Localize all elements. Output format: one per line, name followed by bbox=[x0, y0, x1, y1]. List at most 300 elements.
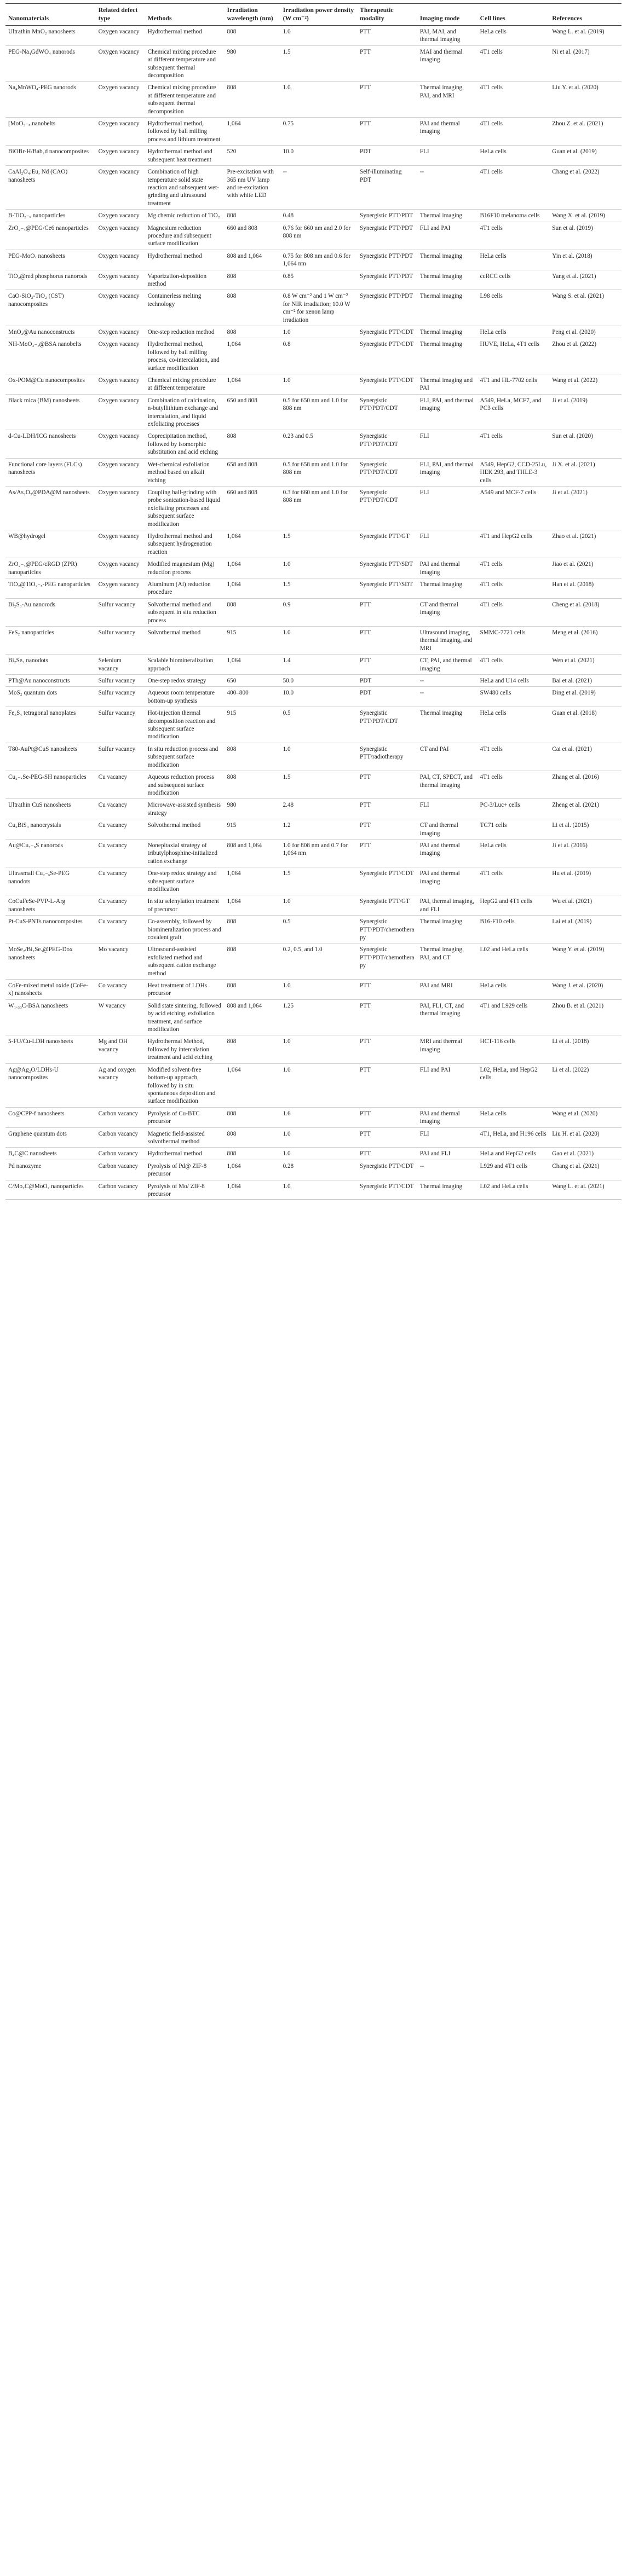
cell-power-density: 0.75 for 808 nm and 0.6 for 1,064 nm bbox=[280, 250, 357, 270]
cell-power-density: 0.5 for 658 nm and 1.0 for 808 nm bbox=[280, 458, 357, 486]
cell-reference: Han et al. (2018) bbox=[549, 578, 622, 598]
cell-modality: Synergistic PTT/CDT bbox=[357, 867, 417, 895]
cell-imaging-mode: FLI, PAI, and thermal imaging bbox=[417, 458, 478, 486]
cell-method: Magnesium reduction procedure and subsequent surface modification bbox=[145, 222, 225, 250]
cell-imaging-mode: Thermal imaging bbox=[417, 707, 478, 743]
cell-modality: PTT bbox=[357, 1107, 417, 1127]
cell-modality: Synergistic PTT/PDT/CDT bbox=[357, 707, 417, 743]
cell-reference: Zhang et al. (2016) bbox=[549, 771, 622, 799]
cell-reference: Ji et al. (2019) bbox=[549, 394, 622, 430]
header-row bbox=[5, 4, 622, 26]
cell-nanomaterial: WB@hydrogel bbox=[5, 530, 96, 558]
cell-method: Aqueous reduction process and subsequent surface modification bbox=[145, 771, 225, 799]
cell-imaging-mode: PAI and FLI bbox=[417, 1148, 478, 1160]
cell-imaging-mode: Thermal imaging bbox=[417, 270, 478, 290]
cell-method: Mg chemic reduction of TiO₂ bbox=[145, 210, 225, 222]
cell-reference: Guan et al. (2019) bbox=[549, 146, 622, 166]
cell-reference: Wang L. et al. (2019) bbox=[549, 26, 622, 46]
cell-cell-lines: 4T1 cells bbox=[478, 45, 550, 82]
cell-wavelength: 1,064 bbox=[225, 530, 280, 558]
cell-defect-type: Oxygen vacancy bbox=[96, 45, 145, 82]
cell-nanomaterial: Functional core layers (FLCs) nanosheets bbox=[5, 458, 96, 486]
header-imaging-mode: Imaging mode bbox=[417, 4, 478, 26]
cell-cell-lines: 4T1 cells bbox=[478, 598, 550, 626]
cell-defect-type: Sulfur vacancy bbox=[96, 627, 145, 655]
cell-modality: PTT bbox=[357, 45, 417, 82]
cell-power-density: 0.5 for 650 nm and 1.0 for 808 nm bbox=[280, 394, 357, 430]
cell-reference: Cheng et al. (2018) bbox=[549, 598, 622, 626]
cell-reference: Wu et al. (2021) bbox=[549, 895, 622, 916]
cell-wavelength: 1,064 bbox=[225, 655, 280, 675]
cell-modality: Synergistic PTT/PDT/CDT bbox=[357, 430, 417, 458]
cell-cell-lines: 4T1 cells bbox=[478, 118, 550, 146]
cell-wavelength: 808 bbox=[225, 1148, 280, 1160]
cell-wavelength: 808 bbox=[225, 771, 280, 799]
cell-modality: Synergistic PTT/PDT/chemotherapy bbox=[357, 943, 417, 980]
cell-nanomaterial: MnO₂@Au nanoconstructs bbox=[5, 326, 96, 338]
table-row bbox=[5, 82, 622, 118]
cell-cell-lines: SMMC-7721 cells bbox=[478, 627, 550, 655]
cell-nanomaterial: B₄C@C nanosheets bbox=[5, 1148, 96, 1160]
cell-power-density: 0.75 bbox=[280, 118, 357, 146]
cell-power-density: 50.0 bbox=[280, 675, 357, 687]
cell-method: Modified solvent-free bottom-up approach, followed by in situ spontaneous deposition and surface modification bbox=[145, 1063, 225, 1107]
cell-wavelength: 808 bbox=[225, 1107, 280, 1127]
cell-wavelength: 808 bbox=[225, 980, 280, 1000]
cell-cell-lines: HeLa cells bbox=[478, 980, 550, 1000]
cell-nanomaterial: d-Cu-LDH/ICG nanosheets bbox=[5, 430, 96, 458]
cell-wavelength: 1,064 bbox=[225, 1160, 280, 1180]
cell-modality: PTT bbox=[357, 1127, 417, 1148]
cell-imaging-mode: Thermal imaging bbox=[417, 326, 478, 338]
cell-power-density: 0.8 bbox=[280, 338, 357, 374]
cell-wavelength: 650 bbox=[225, 675, 280, 687]
table-row bbox=[5, 270, 622, 290]
table-row bbox=[5, 675, 622, 687]
cell-method: In situ selenylation treatment of precursor bbox=[145, 895, 225, 916]
cell-cell-lines: PC-3/Luc+ cells bbox=[478, 799, 550, 819]
cell-cell-lines: HeLa and U14 cells bbox=[478, 675, 550, 687]
cell-modality: Synergistic PTT/PDT bbox=[357, 210, 417, 222]
cell-wavelength: 808 bbox=[225, 26, 280, 46]
cell-method: Hydrothermal method, followed by ball milling process and lithium treatment bbox=[145, 118, 225, 146]
table-row bbox=[5, 819, 622, 840]
cell-cell-lines: HeLa and HepG2 cells bbox=[478, 1148, 550, 1160]
cell-nanomaterial: Ag@Ag₂O/LDHs-U nanocomposites bbox=[5, 1063, 96, 1107]
table-row bbox=[5, 799, 622, 819]
cell-method: Heat treatment of LDHs precursor bbox=[145, 980, 225, 1000]
cell-wavelength: 1,064 bbox=[225, 118, 280, 146]
cell-power-density: 1.5 bbox=[280, 578, 357, 598]
cell-reference: Ji X. et al. (2021) bbox=[549, 458, 622, 486]
table-row bbox=[5, 943, 622, 980]
cell-reference: Wang Y. et al. (2019) bbox=[549, 943, 622, 980]
cell-wavelength: 1,064 bbox=[225, 338, 280, 374]
cell-defect-type: Oxygen vacancy bbox=[96, 210, 145, 222]
cell-imaging-mode: FLI bbox=[417, 530, 478, 558]
cell-reference: Zhou et al. (2022) bbox=[549, 338, 622, 374]
table-row bbox=[5, 530, 622, 558]
cell-cell-lines: 4T1 and HL-7702 cells bbox=[478, 374, 550, 395]
cell-wavelength: 808 bbox=[225, 290, 280, 326]
cell-method: Aluminum (Al) reduction procedure bbox=[145, 578, 225, 598]
cell-cell-lines: 4T1 cells bbox=[478, 166, 550, 210]
cell-nanomaterial: TiO₂@TiO₂₋ₓ-PEG nanoparticles bbox=[5, 578, 96, 598]
cell-reference: Ji et al. (2016) bbox=[549, 839, 622, 867]
table-row bbox=[5, 598, 622, 626]
cell-modality: PTT bbox=[357, 980, 417, 1000]
cell-defect-type: Oxygen vacancy bbox=[96, 486, 145, 530]
cell-method: Solid state sintering, followed by acid etching, exfoliation treatment, and surface modification bbox=[145, 999, 225, 1035]
cell-cell-lines: 4T1 cells bbox=[478, 558, 550, 578]
cell-modality: Self-illuminating PDT bbox=[357, 166, 417, 210]
cell-cell-lines: L02 and HeLa cells bbox=[478, 943, 550, 980]
table-row bbox=[5, 326, 622, 338]
cell-modality: PTT bbox=[357, 82, 417, 118]
cell-defect-type: Sulfur vacancy bbox=[96, 675, 145, 687]
cell-nanomaterial: PEG-MoOₓ nanosheets bbox=[5, 250, 96, 270]
cell-imaging-mode: FLI bbox=[417, 1127, 478, 1148]
cell-method: Microwave-assisted synthesis strategy bbox=[145, 799, 225, 819]
cell-wavelength: 808 bbox=[225, 1127, 280, 1148]
cell-wavelength: 808 and 1,064 bbox=[225, 839, 280, 867]
cell-cell-lines: HeLa cells bbox=[478, 1107, 550, 1127]
cell-modality: PDT bbox=[357, 675, 417, 687]
cell-modality: Synergistic PTT/PDT bbox=[357, 290, 417, 326]
cell-reference: Hu et al. (2019) bbox=[549, 867, 622, 895]
cell-reference: Wang L. et al. (2021) bbox=[549, 1180, 622, 1200]
cell-wavelength: 808 bbox=[225, 743, 280, 771]
cell-imaging-mode: FLI bbox=[417, 430, 478, 458]
cell-power-density: 10.0 bbox=[280, 146, 357, 166]
cell-nanomaterial: MoSe₂/Bi₂Se₃@PEG-Dox nanosheets bbox=[5, 943, 96, 980]
cell-wavelength: 1,064 bbox=[225, 558, 280, 578]
cell-power-density: 10.0 bbox=[280, 687, 357, 707]
cell-wavelength: 808 bbox=[225, 270, 280, 290]
table-row bbox=[5, 1035, 622, 1063]
cell-wavelength: 808 bbox=[225, 326, 280, 338]
cell-power-density: 1.0 for 808 nm and 0.7 for 1,064 nm bbox=[280, 839, 357, 867]
cell-defect-type: Sulfur vacancy bbox=[96, 598, 145, 626]
cell-modality: PTT bbox=[357, 118, 417, 146]
cell-imaging-mode: MAI and thermal imaging bbox=[417, 45, 478, 82]
cell-nanomaterial: PTh@Au nanoconstructs bbox=[5, 675, 96, 687]
cell-nanomaterial: C/Mo₂C@MoO₂ nanoparticles bbox=[5, 1180, 96, 1200]
cell-modality: PDT bbox=[357, 146, 417, 166]
cell-imaging-mode: PAI, MAI, and thermal imaging bbox=[417, 26, 478, 46]
cell-nanomaterial: CaAl₂O₄:Eu, Nd (CAO) nanosheets bbox=[5, 166, 96, 210]
cell-power-density: 1.0 bbox=[280, 895, 357, 916]
cell-wavelength: 808 and 1,064 bbox=[225, 250, 280, 270]
cell-method: Scalable biomineralization approach bbox=[145, 655, 225, 675]
table-row bbox=[5, 980, 622, 1000]
cell-method: Vaporization-deposition method bbox=[145, 270, 225, 290]
cell-imaging-mode: Thermal imaging bbox=[417, 290, 478, 326]
cell-method: Hot-injection thermal decomposition reaction and subsequent surface modification bbox=[145, 707, 225, 743]
cell-cell-lines: L98 cells bbox=[478, 290, 550, 326]
cell-imaging-mode: FLI and PAI bbox=[417, 1063, 478, 1107]
table-row bbox=[5, 430, 622, 458]
cell-imaging-mode: PAI and thermal imaging bbox=[417, 118, 478, 146]
cell-reference: Wang et al. (2020) bbox=[549, 1107, 622, 1127]
cell-power-density: 1.0 bbox=[280, 627, 357, 655]
cell-nanomaterial: Co@CPP-f nanosheets bbox=[5, 1107, 96, 1127]
cell-cell-lines: 4T1 cells bbox=[478, 578, 550, 598]
cell-reference: Bai et al. (2021) bbox=[549, 675, 622, 687]
cell-reference: Sun et al. (2020) bbox=[549, 430, 622, 458]
table-row bbox=[5, 1127, 622, 1148]
cell-defect-type: Sulfur vacancy bbox=[96, 743, 145, 771]
table-row bbox=[5, 771, 622, 799]
cell-power-density: 1.0 bbox=[280, 1148, 357, 1160]
cell-imaging-mode: PAI and thermal imaging bbox=[417, 867, 478, 895]
cell-imaging-mode: PAI and MRI bbox=[417, 980, 478, 1000]
cell-nanomaterial: FeS₂ nanoparticles bbox=[5, 627, 96, 655]
cell-power-density: 1.0 bbox=[280, 326, 357, 338]
cell-method: Nonepitaxial strategy of tributylphosphine-initialized cation exchange bbox=[145, 839, 225, 867]
cell-cell-lines: HeLa cells bbox=[478, 146, 550, 166]
cell-defect-type: Oxygen vacancy bbox=[96, 558, 145, 578]
header-methods: Methods bbox=[145, 4, 225, 26]
cell-power-density: 1.0 bbox=[280, 26, 357, 46]
cell-defect-type: W vacancy bbox=[96, 999, 145, 1035]
cell-wavelength: 808 bbox=[225, 916, 280, 943]
cell-cell-lines: 4T1 cells bbox=[478, 430, 550, 458]
cell-cell-lines: HeLa cells bbox=[478, 250, 550, 270]
cell-power-density: 1.0 bbox=[280, 1127, 357, 1148]
cell-defect-type: Cu vacancy bbox=[96, 916, 145, 943]
cell-power-density: 0.5 bbox=[280, 916, 357, 943]
cell-wavelength: 1,064 bbox=[225, 1063, 280, 1107]
table-row bbox=[5, 1180, 622, 1200]
cell-modality: PTT bbox=[357, 999, 417, 1035]
table-row bbox=[5, 1063, 622, 1107]
table-row bbox=[5, 916, 622, 943]
cell-nanomaterial: BiOBr-H/Bab₂d nanocomposites bbox=[5, 146, 96, 166]
cell-nanomaterial: Pd nanozyme bbox=[5, 1160, 96, 1180]
cell-cell-lines: 4T1 cells bbox=[478, 743, 550, 771]
cell-method: Hydrothermal method bbox=[145, 26, 225, 46]
table-row bbox=[5, 458, 622, 486]
cell-cell-lines: A549, HeLa, MCF7, and PC3 cells bbox=[478, 394, 550, 430]
cell-cell-lines: 4T1 cells bbox=[478, 771, 550, 799]
cell-cell-lines: 4T1 cells bbox=[478, 655, 550, 675]
cell-cell-lines: SW480 cells bbox=[478, 687, 550, 707]
cell-modality: Synergistic PTT/PDT/CDT bbox=[357, 394, 417, 430]
cell-cell-lines: 4T1 cells bbox=[478, 867, 550, 895]
cell-nanomaterial: [MoO₃₋ₓ nanobelts bbox=[5, 118, 96, 146]
cell-modality: Synergistic PTT/CDT bbox=[357, 1160, 417, 1180]
cell-modality: Synergistic PTT/GT bbox=[357, 895, 417, 916]
cell-method: Coprecipitation method, followed by isomorphic substitution and acid etching bbox=[145, 430, 225, 458]
cell-nanomaterial: CaO-SiO₂-TiO₂ (CST) nanocomposites bbox=[5, 290, 96, 326]
cell-method: Hydrothermal method bbox=[145, 1148, 225, 1160]
table-row bbox=[5, 486, 622, 530]
cell-imaging-mode: Thermal imaging bbox=[417, 1180, 478, 1200]
table-row bbox=[5, 338, 622, 374]
cell-defect-type: Mo vacancy bbox=[96, 943, 145, 980]
table-row bbox=[5, 839, 622, 867]
cell-wavelength: Pre-excitation with 365 nm UV lamp and re-excitation with white LED bbox=[225, 166, 280, 210]
cell-imaging-mode: PAI and thermal imaging bbox=[417, 1107, 478, 1127]
cell-power-density: -- bbox=[280, 166, 357, 210]
cell-modality: PTT bbox=[357, 1063, 417, 1107]
cell-power-density: 0.8 W cm⁻² and 1 W cm⁻² for NIR irradiation; 10.0 W cm⁻² for xenon lamp irradiation bbox=[280, 290, 357, 326]
cell-defect-type: Co vacancy bbox=[96, 980, 145, 1000]
cell-cell-lines: HeLa cells bbox=[478, 839, 550, 867]
table-row bbox=[5, 578, 622, 598]
cell-reference: Wang X. et al. (2019) bbox=[549, 210, 622, 222]
cell-imaging-mode: Thermal imaging, PAI, and MRI bbox=[417, 82, 478, 118]
cell-defect-type: Oxygen vacancy bbox=[96, 146, 145, 166]
cell-defect-type: Oxygen vacancy bbox=[96, 430, 145, 458]
cell-nanomaterial: B-TiO₂₋ₓ nanoparticles bbox=[5, 210, 96, 222]
cell-imaging-mode: Thermal imaging, PAI, and CT bbox=[417, 943, 478, 980]
cell-nanomaterial: Ultrathin MnO₂ nanosheets bbox=[5, 26, 96, 46]
cell-reference: Liu Y. et al. (2020) bbox=[549, 82, 622, 118]
cell-defect-type: Oxygen vacancy bbox=[96, 118, 145, 146]
table-row bbox=[5, 210, 622, 222]
cell-wavelength: 660 and 808 bbox=[225, 222, 280, 250]
header-power-density: Irradiation power density (W cm⁻²) bbox=[280, 4, 357, 26]
cell-modality: PTT bbox=[357, 819, 417, 840]
cell-nanomaterial: TiO₂@red phosphorus nanorods bbox=[5, 270, 96, 290]
cell-method: Ultrasound-assisted exfoliated method and subsequent cation exchange method bbox=[145, 943, 225, 980]
cell-nanomaterial: Bi₂S₃-Au nanorods bbox=[5, 598, 96, 626]
cell-imaging-mode: Thermal imaging bbox=[417, 338, 478, 374]
cell-imaging-mode: FLI and PAI bbox=[417, 222, 478, 250]
cell-method: Solvothermal method bbox=[145, 627, 225, 655]
cell-power-density: 1.5 bbox=[280, 45, 357, 82]
cell-modality: Synergistic PTT/SDT bbox=[357, 578, 417, 598]
cell-modality: Synergistic PTT/CDT bbox=[357, 374, 417, 395]
cell-nanomaterial: Ox-POM@Cu nanocomposites bbox=[5, 374, 96, 395]
cell-method: Combination of calcination, n-butyllithium exchange and intercalation, and liquid exfoliating processes bbox=[145, 394, 225, 430]
cell-wavelength: 1,064 bbox=[225, 1180, 280, 1200]
cell-modality: PTT bbox=[357, 1035, 417, 1063]
table-row bbox=[5, 999, 622, 1035]
cell-modality: PTT bbox=[357, 26, 417, 46]
cell-cell-lines: HUVE, HeLa, 4T1 cells bbox=[478, 338, 550, 374]
cell-power-density: 1.5 bbox=[280, 771, 357, 799]
cell-defect-type: Cu vacancy bbox=[96, 867, 145, 895]
cell-imaging-mode: PAI and thermal imaging bbox=[417, 558, 478, 578]
cell-reference: Ji et al. (2021) bbox=[549, 486, 622, 530]
cell-imaging-mode: Thermal imaging bbox=[417, 578, 478, 598]
cell-defect-type: Oxygen vacancy bbox=[96, 82, 145, 118]
table-row bbox=[5, 250, 622, 270]
cell-cell-lines: B16-F10 cells bbox=[478, 916, 550, 943]
cell-method: Hydrothermal Method, followed by intercalation treatment and acid etching bbox=[145, 1035, 225, 1063]
cell-cell-lines: 4T1 and HepG2 cells bbox=[478, 530, 550, 558]
cell-imaging-mode: PAI, thermal imaging, and FLI bbox=[417, 895, 478, 916]
cell-reference: Wang S. et al. (2021) bbox=[549, 290, 622, 326]
cell-cell-lines: ccRCC cells bbox=[478, 270, 550, 290]
cell-method: Containerless melting technology bbox=[145, 290, 225, 326]
cell-power-density: 1.0 bbox=[280, 1063, 357, 1107]
cell-wavelength: 980 bbox=[225, 45, 280, 82]
cell-nanomaterial: Cu₂BiS₃ nanocrystals bbox=[5, 819, 96, 840]
cell-nanomaterial: ZrO₂₋ₓ@PEG/cRGD (ZPR) nanoparticles bbox=[5, 558, 96, 578]
cell-method: Chemical mixing procedure at different temperature bbox=[145, 374, 225, 395]
cell-defect-type: Ag and oxygen vacancy bbox=[96, 1063, 145, 1107]
cell-cell-lines: HCT-116 cells bbox=[478, 1035, 550, 1063]
vacancy-nanomaterials-table bbox=[5, 3, 622, 1200]
cell-cell-lines: 4T1, HeLa, and H196 cells bbox=[478, 1127, 550, 1148]
cell-power-density: 0.48 bbox=[280, 210, 357, 222]
cell-cell-lines: 4T1 cells bbox=[478, 222, 550, 250]
cell-method: Chemical mixing procedure at different temperature and subsequent thermal decomposition bbox=[145, 45, 225, 82]
cell-cell-lines: HepG2 and 4T1 cells bbox=[478, 895, 550, 916]
cell-imaging-mode: FLI, PAI, and thermal imaging bbox=[417, 394, 478, 430]
cell-nanomaterial: Black mica (BM) nanosheets bbox=[5, 394, 96, 430]
cell-cell-lines: A549, HepG2, CCD-25Lu, HEK 293, and THLE-3 cells bbox=[478, 458, 550, 486]
cell-imaging-mode: PAI and thermal imaging bbox=[417, 839, 478, 867]
cell-method: Chemical mixing procedure at different temperature and subsequent thermal decomposition bbox=[145, 82, 225, 118]
cell-power-density: 1.5 bbox=[280, 530, 357, 558]
cell-imaging-mode: FLI bbox=[417, 799, 478, 819]
cell-nanomaterial: W₁.₃₃C-BSA nanosheets bbox=[5, 999, 96, 1035]
cell-wavelength: 400–800 bbox=[225, 687, 280, 707]
cell-nanomaterial: Na₄MnWO₄-PEG nanorods bbox=[5, 82, 96, 118]
cell-imaging-mode: CT, PAI, and thermal imaging bbox=[417, 655, 478, 675]
cell-reference: Wang et al. (2022) bbox=[549, 374, 622, 395]
cell-power-density: 0.5 bbox=[280, 707, 357, 743]
cell-power-density: 1.0 bbox=[280, 980, 357, 1000]
cell-cell-lines: 4T1 cells bbox=[478, 82, 550, 118]
cell-cell-lines: L02, HeLa, and HepG2 cells bbox=[478, 1063, 550, 1107]
cell-reference: Yin et al. (2018) bbox=[549, 250, 622, 270]
cell-modality: PTT bbox=[357, 627, 417, 655]
cell-modality: PTT bbox=[357, 655, 417, 675]
cell-cell-lines: HeLa cells bbox=[478, 26, 550, 46]
cell-power-density: 1.25 bbox=[280, 999, 357, 1035]
table-row bbox=[5, 394, 622, 430]
cell-defect-type: Oxygen vacancy bbox=[96, 394, 145, 430]
cell-wavelength: 1,064 bbox=[225, 578, 280, 598]
cell-nanomaterial: PEG-Na₄GdWO₄ nanorods bbox=[5, 45, 96, 82]
cell-method: Coupling ball-grinding with probe sonication-based liquid exfoliating processes and subsequent surface modification bbox=[145, 486, 225, 530]
cell-imaging-mode: FLI bbox=[417, 486, 478, 530]
cell-reference: Li et al. (2022) bbox=[549, 1063, 622, 1107]
cell-power-density: 1.6 bbox=[280, 1107, 357, 1127]
cell-wavelength: 808 bbox=[225, 430, 280, 458]
cell-nanomaterial: Graphene quantum dots bbox=[5, 1127, 96, 1148]
table-row bbox=[5, 290, 622, 326]
cell-power-density: 1.4 bbox=[280, 655, 357, 675]
cell-modality: PTT bbox=[357, 598, 417, 626]
cell-imaging-mode: CT and PAI bbox=[417, 743, 478, 771]
cell-imaging-mode: CT and thermal imaging bbox=[417, 598, 478, 626]
cell-power-density: 1.0 bbox=[280, 374, 357, 395]
cell-modality: PTT bbox=[357, 771, 417, 799]
cell-power-density: 0.28 bbox=[280, 1160, 357, 1180]
table-container bbox=[5, 3, 622, 1200]
cell-reference: Yang et al. (2021) bbox=[549, 270, 622, 290]
cell-reference: Wen et al. (2021) bbox=[549, 655, 622, 675]
cell-nanomaterial: Pt-CuS-PNTs nanocomposites bbox=[5, 916, 96, 943]
cell-method: Pyrolysis of Cu-BTC precursor bbox=[145, 1107, 225, 1127]
cell-imaging-mode: PAI, CT, SPECT, and thermal imaging bbox=[417, 771, 478, 799]
cell-reference: Wang J. et al. (2020) bbox=[549, 980, 622, 1000]
cell-wavelength: 520 bbox=[225, 146, 280, 166]
cell-power-density: 1.0 bbox=[280, 1035, 357, 1063]
cell-reference: Ding et al. (2019) bbox=[549, 687, 622, 707]
cell-cell-lines: L929 and 4T1 cells bbox=[478, 1160, 550, 1180]
cell-nanomaterial: NH-MoO₃₋ₓ@BSA nanobelts bbox=[5, 338, 96, 374]
cell-reference: Chang et al. (2022) bbox=[549, 166, 622, 210]
cell-wavelength: 650 and 808 bbox=[225, 394, 280, 430]
